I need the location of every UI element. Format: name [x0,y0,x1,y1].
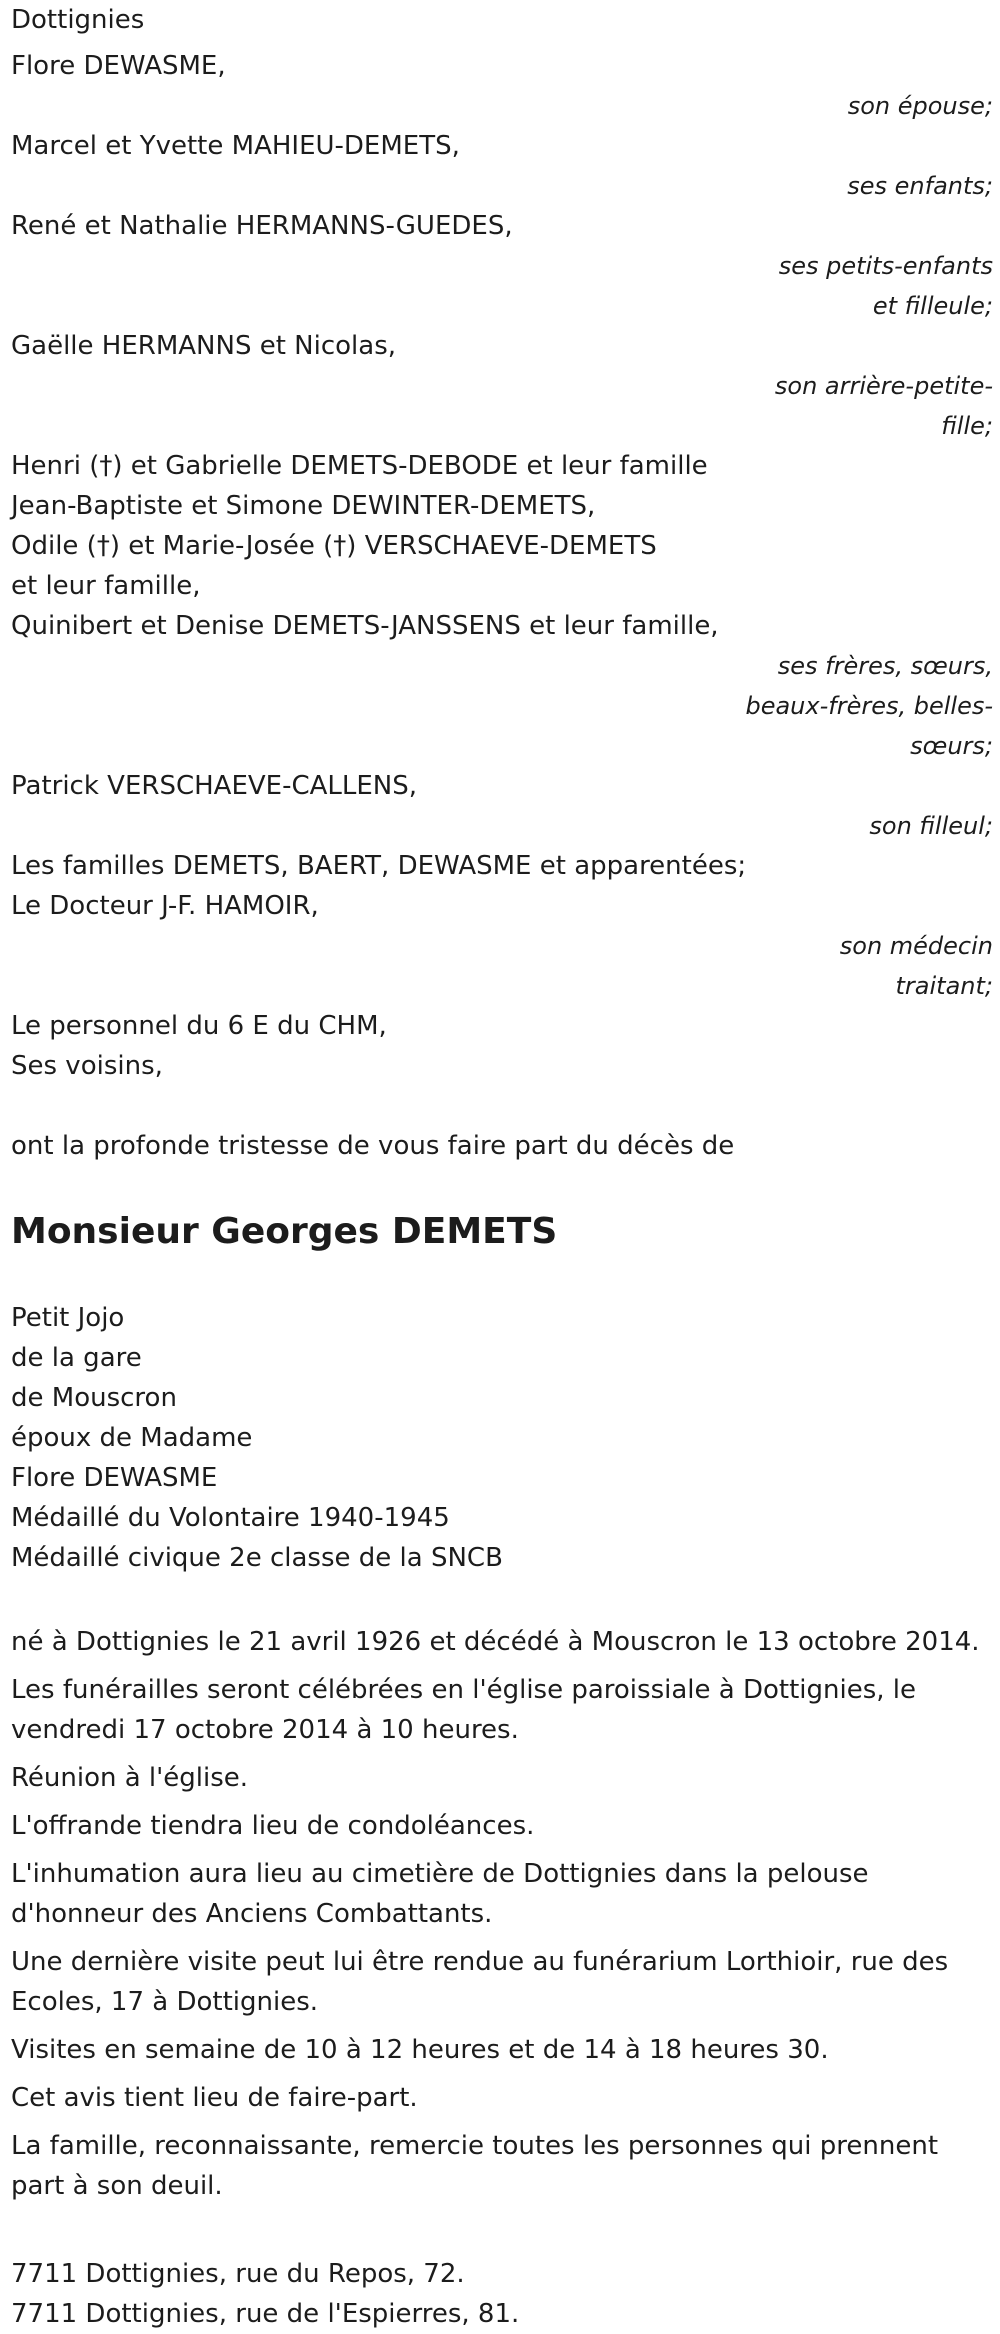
medal-civic: Médaillé civique 2e classe de la SNCB [11,1543,503,1573]
children-names: Marcel et Yvette MAHIEU-DEMETS, [11,131,460,161]
spouse-of-line: époux de Madame [11,1423,253,1453]
announcement-text: ont la profonde tristesse de vous faire part du décès de [11,1131,735,1161]
nickname-line1: Petit Jojo [11,1303,125,1333]
spouse-name: Flore DEWASME, [11,51,226,81]
deceased-name: Monsieur Georges DEMETS [11,1211,558,1252]
meeting-paragraph: Réunion à l'église. [11,1763,249,1793]
siblings-line5: Quinibert et Denise DEMETS-JANSSENS et leur famille, [11,611,719,641]
great-grandchild-role-line1: son arrière-petite- [774,372,993,400]
siblings-role-line1: ses frères, sœurs, [777,652,993,680]
siblings-role-line3: sœurs; [910,732,993,760]
children-role-text: ses enfants; [847,172,993,200]
nickname-line3: de Mouscron [11,1383,177,1413]
medal-volunteer: Médaillé du Volontaire 1940-1945 [11,1503,450,1533]
doctor-role-line2: traitant; [895,972,993,1000]
obituary-notice [11,0,993,2334]
grandchildren-role-line1: ses petits-enfants [778,252,993,280]
godson-name: Patrick VERSCHAEVE-CALLENS, [11,771,418,801]
godson-role-text: son filleul; [869,812,993,840]
spouse-role [11,86,993,126]
spouse-role-text: son épouse; [847,92,993,120]
address-line2: 7711 Dottignies, rue de l'Espierres, 81. [11,2299,520,2329]
spouse-of-name: Flore DEWASME [11,1463,218,1493]
place-header: Dottignies [11,5,145,35]
siblings-line3: Odile (†) et Marie-Josée (†) VERSCHAEVE-DEMETS [11,531,657,561]
siblings-line1: Henri (†) et Gabrielle DEMETS-DEBODE et leur famille [11,451,708,481]
siblings-role-line2: beaux-frères, belles- [745,692,993,720]
great-grandchild-role [11,366,993,446]
nickname-line2: de la gare [11,1343,142,1373]
godson-role [11,806,993,846]
grandchildren-names: René et Nathalie HERMANNS-GUEDES, [11,211,513,241]
visit-paragraph: Une dernière visite peut lui être rendue au funérarium Lorthioir, rue des Ecoles, 17 à Dottignies. [11,1947,949,2017]
siblings-line4: et leur famille, [11,571,201,601]
burial-paragraph: L'inhumation aura lieu au cimetière de Dottignies dans la pelouse d'honneur des Anciens Combattants. [11,1859,869,1929]
doctor-role [11,926,993,1006]
children-role [11,166,993,206]
families-line: Les familles DEMETS, BAERT, DEWASME et apparentées; [11,851,747,881]
birth-death-paragraph: né à Dottignies le 21 avril 1926 et décédé à Mouscron le 13 octobre 2014. [11,1627,980,1657]
notice-paragraph: Cet avis tient lieu de faire-part. [11,2083,418,2113]
siblings-role [11,646,993,766]
siblings-line2: Jean-Baptiste et Simone DEWINTER-DEMETS, [11,491,596,521]
offering-paragraph: L'offrande tiendra lieu de condoléances. [11,1811,535,1841]
great-grandchild-names: Gaëlle HERMANNS et Nicolas, [11,331,397,361]
grandchildren-role-line2: et filleule; [872,292,993,320]
grandchildren-role [11,246,993,326]
neighbours-line: Ses voisins, [11,1051,163,1081]
visiting-hours-paragraph: Visites en semaine de 10 à 12 heures et de 14 à 18 heures 30. [11,2035,829,2065]
address-line1: 7711 Dottignies, rue du Repos, 72. [11,2259,465,2289]
thanks-paragraph: La famille, reconnaissante, remercie toutes les personnes qui prennent part à son deuil. [11,2131,939,2201]
doctor-role-line1: son médecin [839,932,993,960]
funeral-paragraph: Les funérailles seront célébrées en l'église paroissiale à Dottignies, le vendredi 17 octobre 2014 à 10 heures. [11,1675,916,1745]
doctor-line: Le Docteur J-F. HAMOIR, [11,891,319,921]
staff-line: Le personnel du 6 E du CHM, [11,1011,387,1041]
great-grandchild-role-line2: fille; [941,412,993,440]
